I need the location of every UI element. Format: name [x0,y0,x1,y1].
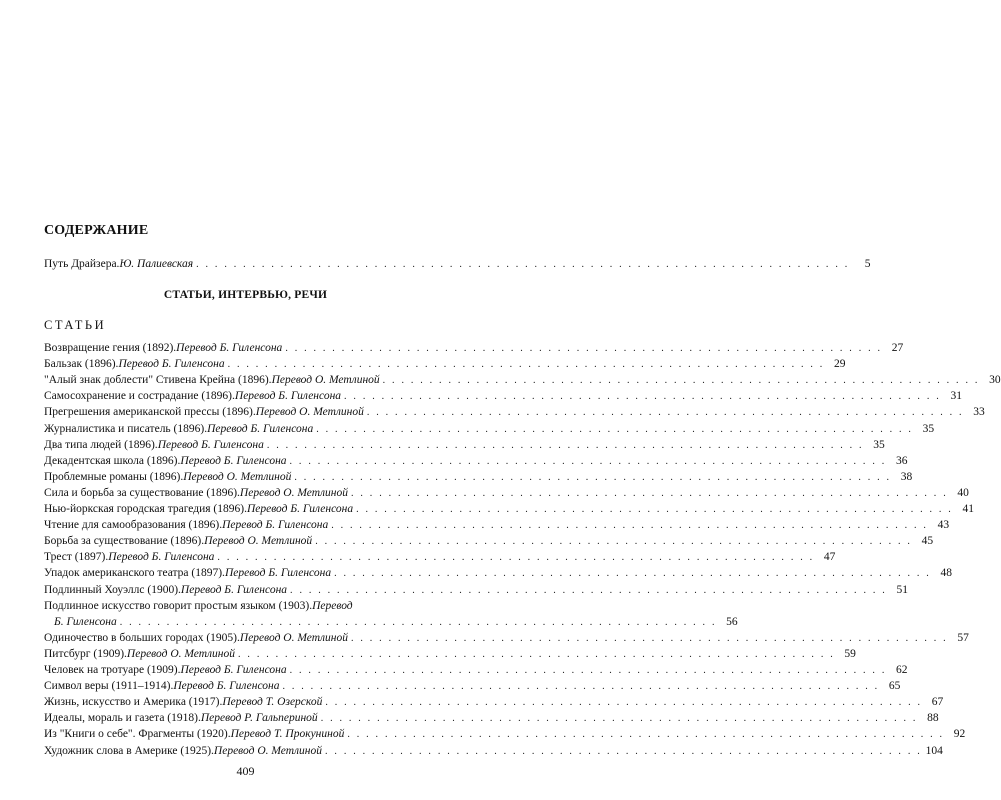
entry-title: Упадок американского театра (1897). [44,567,225,580]
dot-leader: . . . . . . . . . . . . . . . . . . . . . . . . . . . . . . . . . . . . . . . . . . . . . . . . . . . . . . . . . . . . . . . . [294,471,892,483]
dot-leader: . . . . . . . . . . . . . . . . . . . . . . . . . . . . . . . . . . . . . . . . . . . . . . . . . . . . . . . . . . . . . . . . [366,407,964,419]
entry-title: Из "Книги о себе". Фрагменты (1920). [44,728,231,741]
dot-leader: . . . . . . . . . . . . . . . . . . . . . . . . . . . . . . . . . . . . . . . . . . . . . . . . . . . . . . . . . . . . . . . . [315,536,913,548]
entry-translator: Перевод Б. Гиленсона [180,664,287,676]
entry-title: Одиночество в больших городах (1905). [44,631,240,644]
toc-entry [44,631,969,645]
entry-page-number: 40 [957,486,969,499]
entry-page-number: 35 [873,438,885,451]
toc-entry [44,422,935,436]
entry-translator: Перевод Б. Гиленсона [173,680,280,693]
dot-leader: . . . . . . . . . . . . . . . . . . . . . . . . . . . . . . . . . . . . . . . . . . . . . . . . . . . . . . . . . . . . . . . . [227,359,825,371]
toc-entry [44,728,966,741]
entry-translator: Перевод Т. Прокуниной [230,728,345,741]
entry-page-number: 51 [896,583,908,596]
dot-leader: . . . . . . . . . . . . . . . . . . . . . . . . . . . . . . . . . . . . . . . . . . . . . . . . . . . . . . . . . . . . . . . . [285,343,883,354]
dot-leader: . . . . . . . . . . . . . . . . . . . . . . . . . . . . . . . . . . . . . . . . . . . . . . . . . . . . . . . . . . . . . . . . [238,648,835,660]
toc-entry [44,583,908,597]
entry-title: Художник слова в Америке (1925). [44,744,214,757]
dot-leader: . . . . . . . . . . . . . . . . . . . . . . . . . . . . . . . . . . . . . . . . . . . . . . . . . . . . . . . . . . . . . . . . [347,729,945,741]
toc-entry-intro [44,258,871,271]
entry-title: Два типа людей (1896). [44,438,158,451]
entry-page-number: 43 [937,519,950,532]
toc-entry [44,503,974,516]
entry-translator: Перевод Р. Гальпериной [200,712,318,725]
entry-title: Проблемные романы (1896). [44,470,184,483]
dot-leader: . . . . . . . . . . . . . . . . . . . . . . . . . . . . . . . . . . . . . . . . . . . . . . . . . . . . . . . . . . . . . . . . [266,439,864,451]
entry-title: Жизнь, искусство и Америка (1917). [44,696,223,709]
dot-leader: . . . . . . . . . . . . . . . . . . . . . . . . . . . . . . . . . . . . . . . . . . . . . . . . . . . . . . . . . . . . . . . . [325,745,922,757]
toc-entry [44,486,969,500]
entry-translator: Перевод О. Метлиной [239,631,348,644]
entry-title: Нью-йоркская городская трагедия (1896). [44,503,247,515]
entry-title: Сила и борьба за существование (1896). [44,486,240,499]
entry-translator: Перевод О. Метлиной [255,406,364,419]
entry-page-number: 36 [895,454,908,467]
dot-leader: . . . . . . . . . . . . . . . . . . . . . . . . . . . . . . . . . . . . . . . . . . . . . . . . . . . . . . . . . . . . . . . . [217,552,815,564]
entry-translator: Перевод Б. Гиленсона [222,519,329,532]
dot-leader: . . . . . . . . . . . . . . . . . . . . . . . . . . . . . . . . . . . . . . . . . . . . . . . . . . . . . . . . . . . . . . . . [289,455,887,467]
dot-leader: . . . . . . . . . . . . . . . . . . . . . . . . . . . . . . . . . . . . . . . . . . . . . . . . . . . . . . . . . . . . . . . . [316,423,914,435]
entry-page-number: 48 [940,567,952,580]
toc-entry [44,454,908,468]
entry-title: Подлинный Хоуэллс (1900). [44,583,181,596]
toc-entry [54,615,738,629]
toc-entry [44,358,846,371]
entry-translator: Перевод Б. Гиленсона [180,454,287,467]
entry-translator: Перевод Т. Озерской [222,696,323,709]
entry-page-number: 5 [864,258,871,270]
entry-translator: Перевод Б. Гиленсона [246,503,354,515]
toc-entry [44,600,449,613]
entry-title: "Алый знак доблести" Стивена Крейна (1896). [44,374,272,387]
dot-leader: . . . . . . . . . . . . . . . . . . . . . . . . . . . . . . . . . . . . . . . . . . . . . . . . . . . . . . . . . . . . . . . . [282,681,880,693]
entry-title: Декадентская школа (1896). [44,454,181,467]
toc-entry [44,390,962,403]
entry-page-number: 30 [989,374,1001,387]
dot-leader: . . . . . . . . . . . . . . . . . . . . . . . . . . . . . . . . . . . . . . . . . . . . . . . . . . . . . . . . . . . . . . . . [289,665,887,676]
entry-translator: Перевод Б. Гиленсона [224,567,332,580]
subsection-heading: СТАТЬИ [44,318,107,332]
entry-page-number: 65 [888,680,901,693]
entry-translator: Перевод О. Метлиной [183,470,292,483]
entry-title: Трест (1897). [44,551,109,564]
entry-page-number: 41 [962,503,974,515]
entry-page-number: 57 [957,631,969,644]
entry-title: Путь Драйзера. [44,258,120,270]
entry-title: Подлинное искусство говорит простым языком (1903). [44,599,313,612]
toc-entry [44,712,939,725]
entry-title: Самосохранение и сострадание (1896). [44,390,235,403]
entry-title: Человек на тротуаре (1909). [44,664,181,676]
entry-translator: Перевод Б. Гиленсона [176,342,283,354]
toc-entry [44,680,901,693]
entry-translator: Перевод Б. Гиленсона [180,583,288,596]
dot-leader: . . . . . . . . . . . . . . . . . . . . . . . . . . . . . . . . . . . . . . . . . . . . . . . . . . . . . . . . . . . . . . . . [356,504,953,515]
entry-title: Журналистика и писатель (1896). [44,422,208,435]
entry-translator: Перевод Б. Гиленсона [108,551,215,564]
entry-page-number: 56 [726,615,738,628]
dot-leader: . . . . . . . . . . . . . . . . . . . . . . . . . . . . . . . . . . . . . . . . . . . . . . . . . . . . . . . . . . . . . . . . [290,584,887,596]
dot-leader: . . . . . . . . . . . . . . . . . . . . . . . . . . . . . . . . . . . . . . . . . . . . . . . . . . . . . . . . . . . . . . . . [331,520,929,532]
entry-page-number: 45 [921,535,934,548]
entry-translator: Перевод О. Метлиной [271,374,380,387]
entry-title: Чтение для самообразования (1896). [44,519,223,532]
entry-title: Символ веры (1911–1914). [44,680,174,693]
toc-entry [44,744,943,758]
dot-leader: . . . . . . . . . . . . . . . . . . . . . . . . . . . . . . . . . . . . . . . . . . . . . . . . . . . . . . . . . . . . . . . . [325,697,923,709]
dot-leader: . . . . . . . . . . . . . . . . . . . . . . . . . . . . . . . . . . . . . . . . . . . . . . . . . . . . . . . . . . . . . . . . [382,375,980,387]
entry-page-number: 104 [925,744,943,757]
entry-title: Возвращение гения (1892). [44,342,177,354]
entry-page-number: 35 [922,422,935,435]
toc-entry [44,664,908,677]
entry-translator: Ю. Палиевская [119,258,194,270]
entry-title: Прегрешения американской прессы (1896). [44,406,256,419]
entry-title: Борьба за существование (1896). [44,535,205,548]
dot-leader: . . . . . . . . . . . . . . . . . . . . . . . . . . . . . . . . . . . . . . . . . . . . . . . . . . . . . . . . . . . . . . . . [350,632,948,644]
toc-entry [44,470,913,484]
entry-title: Питсбург (1909). [44,647,127,660]
entry-translator: Перевод Б. Гиленсона [234,390,342,403]
entry-title: Идеалы, мораль и газета (1918). [44,712,201,725]
toc-entry [44,567,952,580]
entry-translator: Перевод Б. Гиленсона [118,358,225,371]
entry-page-number: 33 [973,406,985,419]
entry-page-number: 92 [953,728,966,741]
entry-translator: Перевод [312,599,353,612]
entry-translator: Б. Гиленсона [54,615,117,628]
entry-title: Бальзак (1896). [44,358,119,371]
toc-entry [44,647,856,661]
dot-leader: . . . . . . . . . . . . . . . . . . . . . . . . . . . . . . . . . . . . . . . . . . . . . . . . . . . . . . . . . . . . . . . . [119,616,717,628]
entry-page-number: 67 [931,696,944,709]
entry-page-number: 27 [891,342,904,354]
dot-leader: . . . . . . . . . . . . . . . . . . . . . . . . . . . . . . . . . . . . . . . . . . . . . . . . . . . . . . . . . . . . . . . . [334,568,931,580]
dot-leader: . . . . . . . . . . . . . . . . . . . . . . . . . . . . . . . . . . . . . . . . . . . . . . . . . . . . . . . . . . . . . . . . [351,487,948,499]
entry-translator: Перевод О. Метлиной [126,647,236,660]
entry-translator: Перевод О. Метлиной [204,535,313,548]
entry-translator: Перевод Б. Гиленсона [157,438,264,451]
toc-entry [44,551,836,564]
entry-page-number: 59 [844,647,856,660]
entry-translator: Перевод О. Метлиной [239,486,348,499]
entry-page-number: 38 [900,470,913,483]
entry-page-number: 31 [950,390,962,403]
dot-leader: . . . . . . . . . . . . . . . . . . . . . . . . . . . . . . . . . . . . . . . . . . . . . . . . . . . . . . . . . . . . . . . . [344,391,941,403]
dot-leader: . . . . . . . . . . . . . . . . . . . . . . . . . . . . . . . . . . . . . . . . . . . . . . . . . . . . . . . . . . . . . . . . [320,713,918,725]
entry-page-number: 29 [833,358,846,371]
toc-entry [44,696,944,709]
toc-entry [44,535,934,548]
dot-leader: . . . . . . . . . . . . . . . . . . . . . . . . . . . . . . . . . . . . . . . . . . . . . . . . . . . . . . . . . . . . . . . . . . . . . . [196,259,850,270]
entry-translator: Перевод О. Метлиной [213,744,323,757]
entry-page-number: 47 [823,551,836,564]
section-heading: СТАТЬИ, ИНТЕРВЬЮ, РЕЧИ [163,289,328,301]
toc-entry [44,342,904,355]
entry-page-number: 62 [896,664,908,676]
toc-entry [44,406,985,419]
toc-entry [44,438,885,452]
page-title: СОДЕРЖАНИЕ [44,223,149,238]
toc-entry [44,374,1001,387]
page-number: 409 [236,764,255,778]
entry-page-number: 88 [927,712,939,725]
toc-entry [44,519,950,532]
entry-translator: Перевод Б. Гиленсона [207,422,314,435]
